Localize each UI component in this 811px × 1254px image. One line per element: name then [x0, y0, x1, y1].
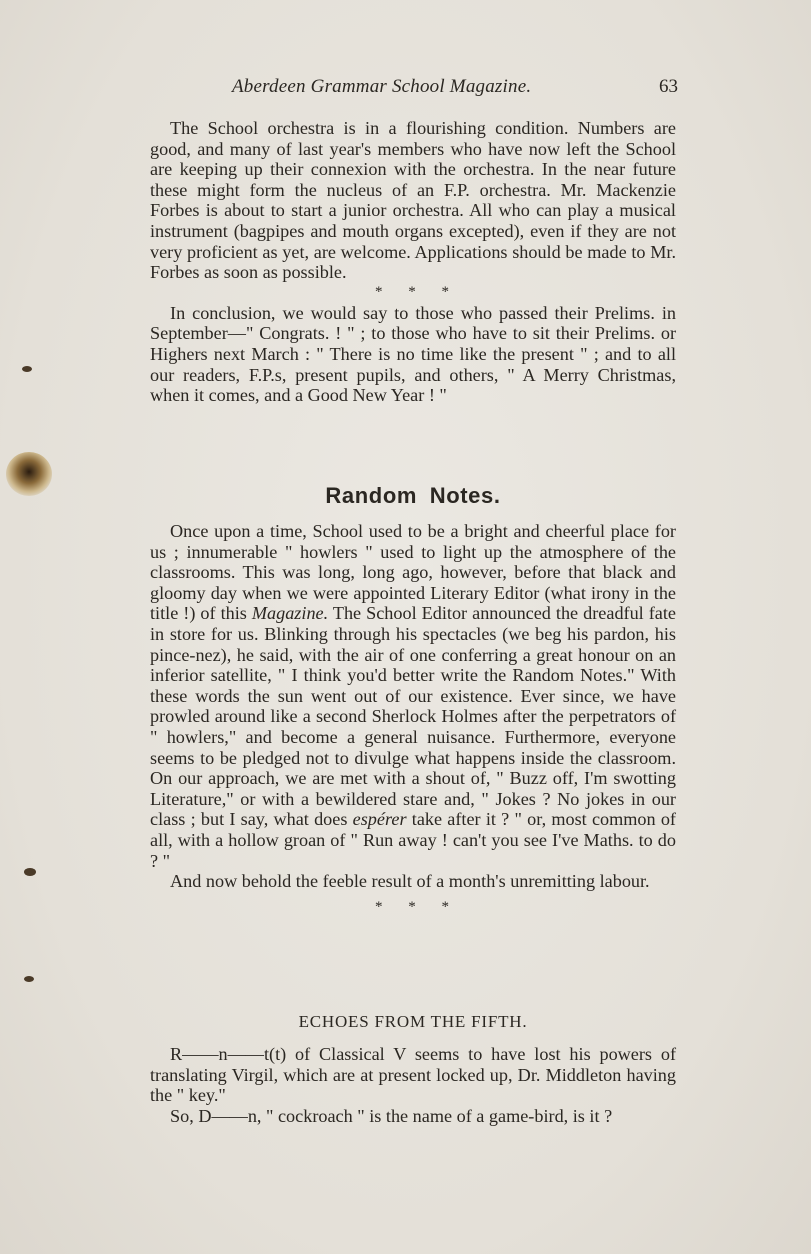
echoes-heading: ECHOES FROM THE FIFTH. [298, 1012, 528, 1031]
section-separator: * * * [375, 283, 451, 300]
echoes-body [150, 1044, 676, 1126]
page-number: 63 [659, 76, 678, 97]
section-heading: Random Notes. [325, 483, 501, 508]
random-notes-body [150, 521, 676, 918]
echo-item: R——n——t(t) of Classical V seems to have lost his powers of translating Virgil, which are at present locked up, Dr. Middleton having the " key." [150, 1044, 676, 1106]
notes-section [150, 118, 676, 406]
margin-mark [24, 976, 34, 982]
intro-paragraph [150, 521, 676, 871]
page-header [150, 76, 682, 100]
margin-mark [24, 868, 36, 876]
random-notes-section [150, 483, 676, 508]
intro-text-2: The School Editor announced the dreadful fate in store for us. Blinking through his spectacles (we beg his pardon, his pince-nez), he said, with the air of one conferring a great honour on an inferior satellite, " I think you'd better write the Random Notes." With these words the sun went out of our existence. Ever since, we have prowled around like a second Sherlock Holmes after the perpetrators of " howlers," and become a general nuisance. Furthermore, everyone seems to be pledged not to divulge what happens inside the classroom. On our approach, we are met with a shout of, " Buzz off, I'm swotting Literature," or with a bewildered stare and, " Jokes ? No jokes in our class ; but I say, what does [150, 603, 677, 830]
echoes-section [150, 1012, 676, 1033]
magazine-italic: Magazine. [251, 603, 329, 624]
conclusion-paragraph: In conclusion, we would say to those who passed their Prelims. in September—" Congrats. ! " ; to those who have to sit their Prelims. or Highers next March : " There is no time like the present " ; and to all our readers, F.P.s, present pupils, and others, " A Merry Christmas, when it comes, and a Good New Year ! " [150, 302, 676, 406]
margin-mark [22, 366, 32, 372]
running-title: Aberdeen Grammar School Magazine. [232, 76, 532, 97]
esperer-italic: espérer [352, 809, 407, 830]
section-separator: * * * [375, 898, 451, 915]
orchestra-paragraph: The School orchestra is in a flourishing condition. Numbers are good, and many of last year's members who have now left the School are keeping up their connexion with the orchestra. In the near future these might form the nucleus of an F.P. orchestra. Mr. Mackenzie Forbes is about to start a junior orchestra. All who can play a musical instrument (bagpipes and mouth organs excepted), even if they are not very proficient as yet, are welcome. Applications should be made to Mr. Forbes as soon as possible. [150, 118, 676, 283]
intro-text-3: take after it ? " or, most common of all, with a hollow groan of " Run away ! can't you see I've Maths. to do ? " [150, 809, 676, 871]
intro-text-1: Once upon a time, School used to be a bright and cheerful place for us ; innumerable " howlers " used to light up the atmosphere of the classrooms. This was long, long ago, however, before that black and gloomy day when we were appointed Literary Editor (what irony in the title !) of this [150, 521, 676, 624]
echo-item: So, D——n, " cockroach " is the name of a game-bird, is it ? [170, 1105, 613, 1126]
labour-paragraph: And now behold the feeble result of a month's unremitting labour. [170, 871, 650, 892]
binder-hole-mark [6, 452, 52, 496]
